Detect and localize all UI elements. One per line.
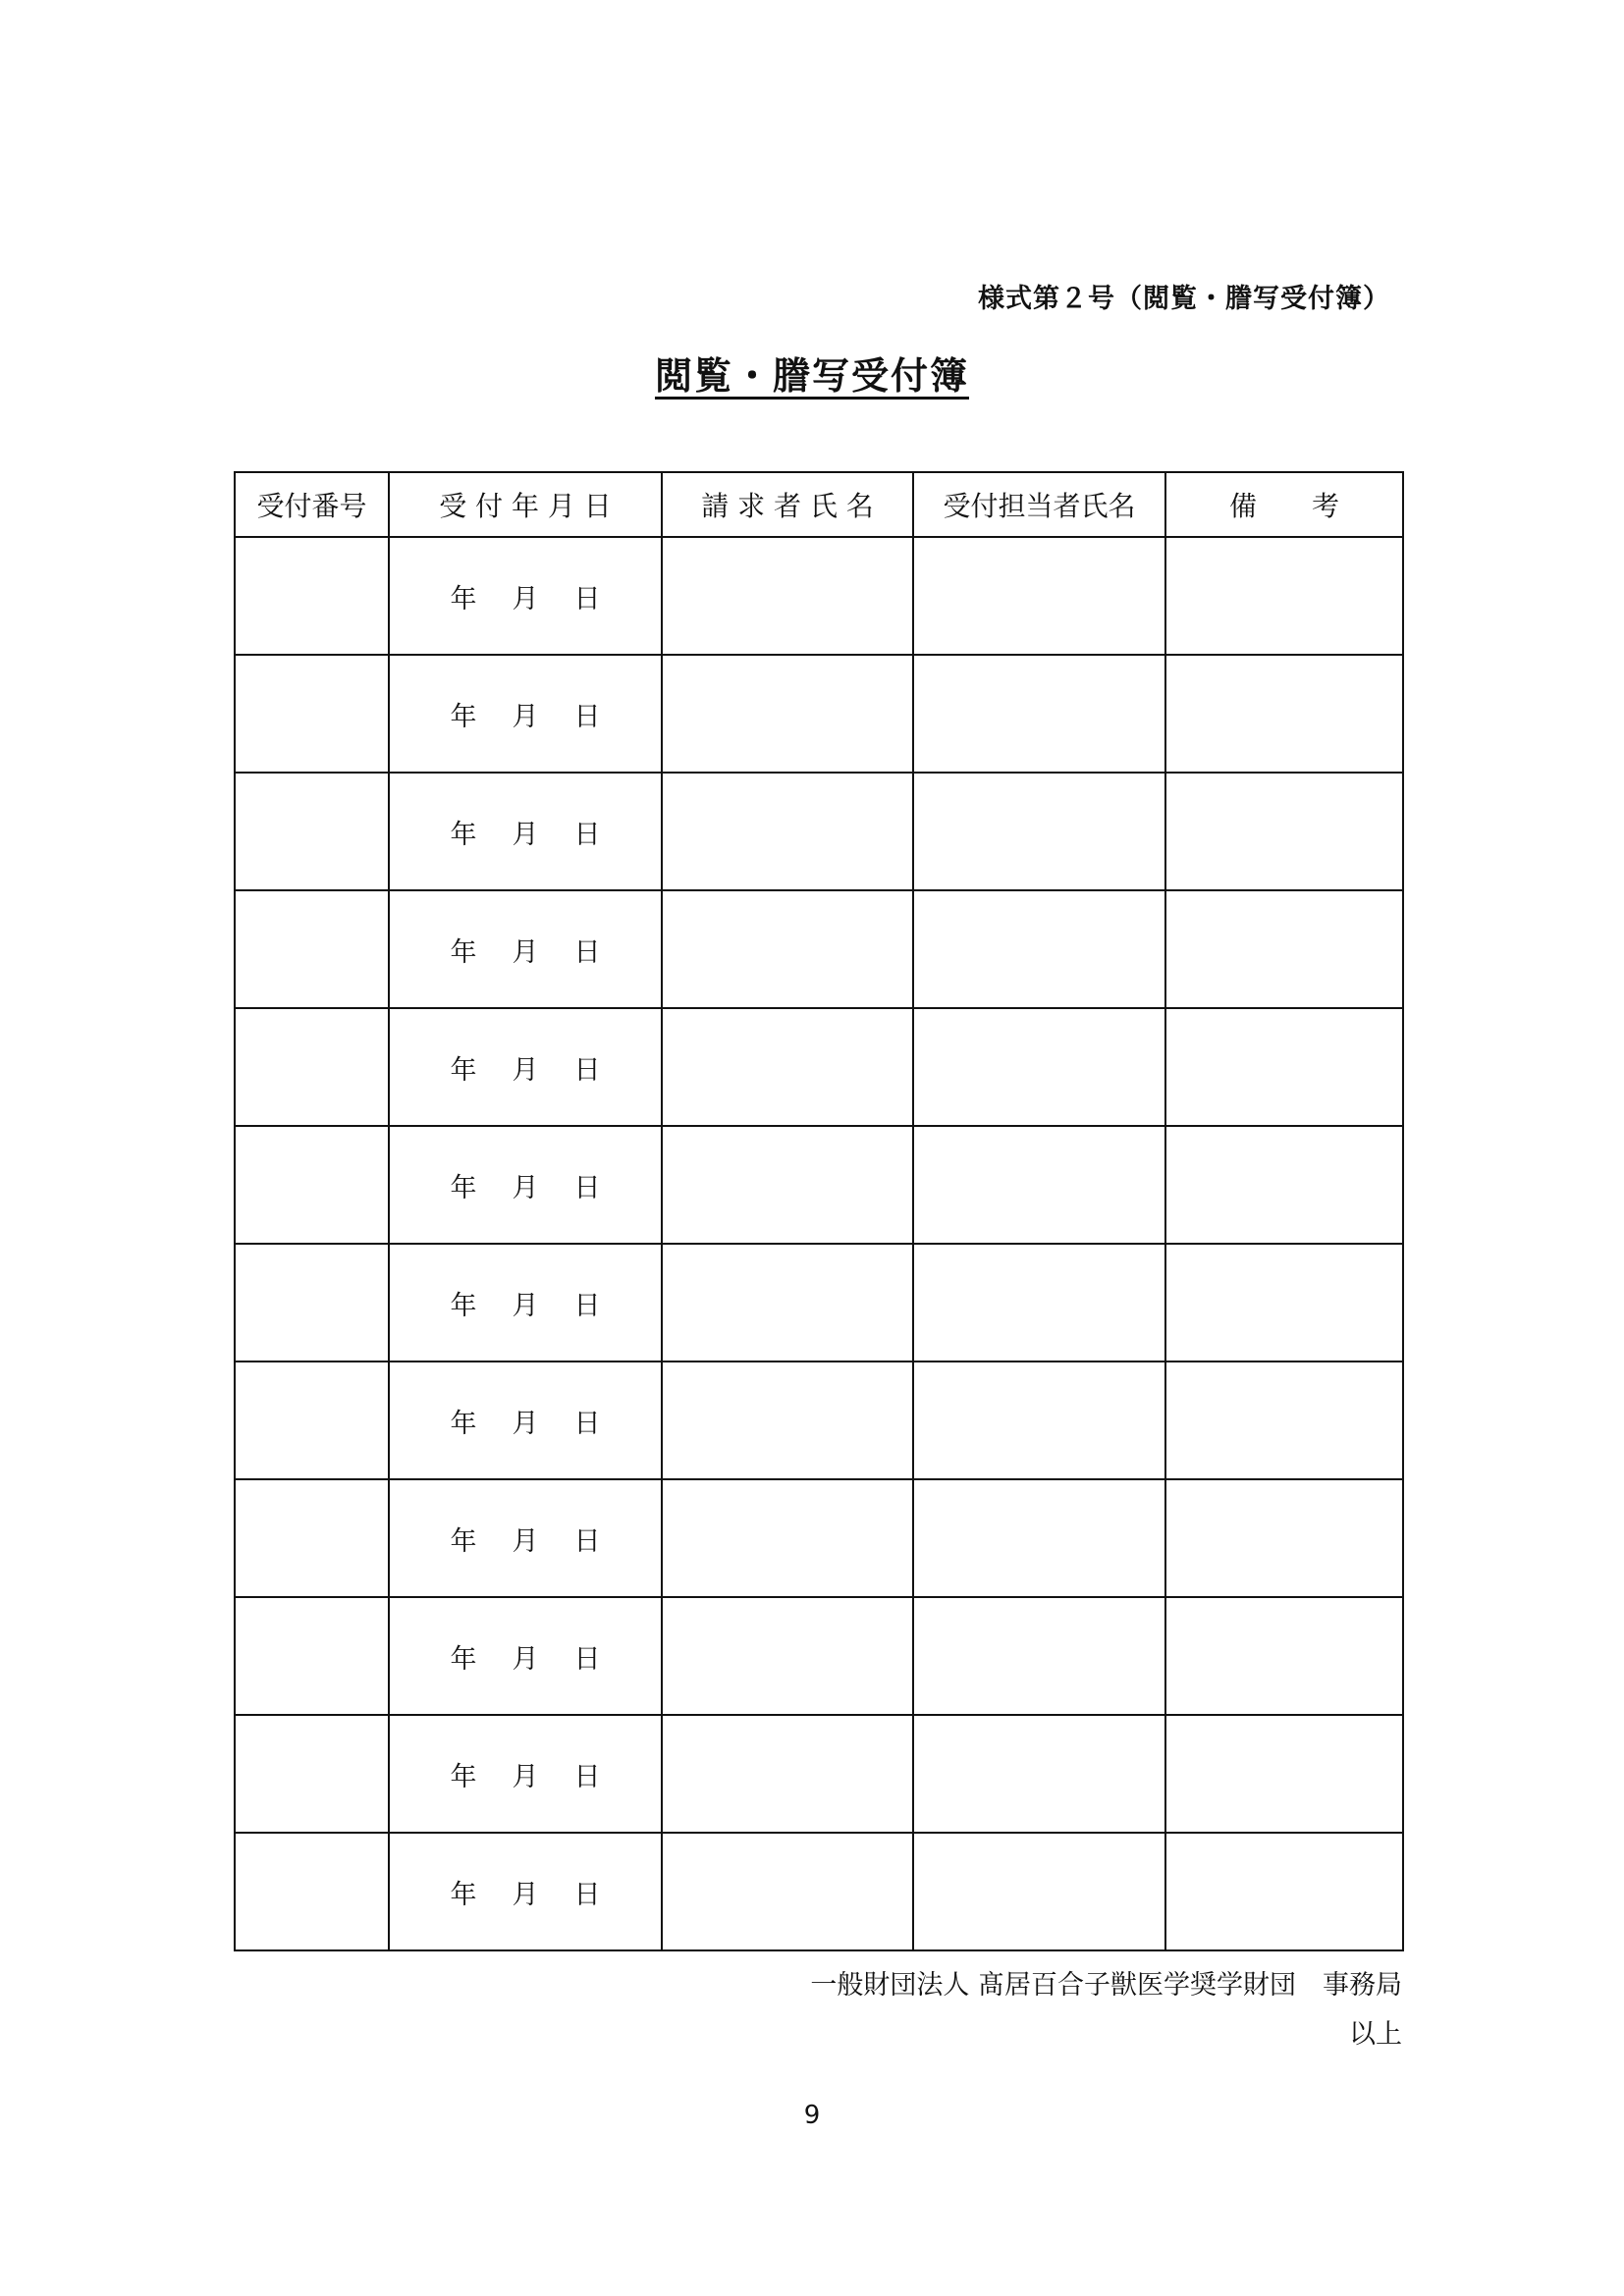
cell-remarks (1165, 890, 1403, 1008)
header-remarks: 備 考 (1165, 472, 1403, 537)
table-row (235, 1244, 1403, 1362)
header-requester-name: 請 求 者 氏 名 (662, 472, 913, 537)
cell-reception-number (235, 1479, 389, 1597)
cell-reception-date (389, 1008, 662, 1126)
cell-reception-date (389, 1597, 662, 1715)
table-row (235, 1479, 1403, 1597)
cell-reception-number (235, 1244, 389, 1362)
cell-requester-name (662, 537, 913, 655)
date-unit-day: 日 (573, 1408, 601, 1439)
document-title (0, 346, 1624, 400)
date-unit-day: 日 (573, 1290, 601, 1321)
date-unit-month: 月 (512, 1290, 539, 1321)
date-unit-day: 日 (573, 936, 601, 968)
cell-staff-name (913, 537, 1165, 655)
table-row (235, 1715, 1403, 1833)
cell-requester-name (662, 1126, 913, 1244)
table-row (235, 1008, 1403, 1126)
page-number: 9 (803, 2101, 821, 2130)
date-unit-year: 年 (450, 583, 477, 614)
date-unit-month: 月 (512, 1879, 539, 1910)
cell-remarks (1165, 1715, 1403, 1833)
cell-reception-number (235, 1008, 389, 1126)
cell-reception-date (389, 537, 662, 655)
cell-requester-name (662, 1715, 913, 1833)
date-unit-month: 月 (512, 1643, 539, 1675)
cell-staff-name (913, 1244, 1165, 1362)
cell-reception-date (389, 1479, 662, 1597)
cell-remarks (1165, 1597, 1403, 1715)
date-unit-year: 年 (450, 701, 477, 732)
cell-remarks (1165, 537, 1403, 655)
cell-remarks (1165, 655, 1403, 773)
cell-reception-date (389, 773, 662, 890)
form-number-label: 様式第２号（閲覧・謄写受付簿） (978, 284, 1390, 314)
cell-reception-number (235, 655, 389, 773)
cell-reception-date (389, 655, 662, 773)
cell-requester-name (662, 773, 913, 890)
cell-staff-name (913, 1362, 1165, 1479)
cell-reception-number (235, 1597, 389, 1715)
document-title-text: 閲覧・謄写受付簿 (654, 354, 969, 398)
cell-requester-name (662, 655, 913, 773)
cell-reception-date (389, 1715, 662, 1833)
date-unit-day: 日 (573, 1172, 601, 1203)
cell-requester-name (662, 1597, 913, 1715)
cell-remarks (1165, 1244, 1403, 1362)
cell-staff-name (913, 1008, 1165, 1126)
cell-reception-number (235, 1126, 389, 1244)
cell-requester-name (662, 1362, 913, 1479)
cell-remarks (1165, 1008, 1403, 1126)
table-row (235, 537, 1403, 655)
date-unit-year: 年 (450, 1172, 477, 1203)
cell-remarks (1165, 773, 1403, 890)
date-unit-day: 日 (573, 819, 601, 850)
table-row (235, 1597, 1403, 1715)
date-unit-month: 月 (512, 1054, 539, 1086)
date-unit-year: 年 (450, 1643, 477, 1675)
date-unit-year: 年 (450, 1879, 477, 1910)
table-row (235, 1362, 1403, 1479)
date-unit-month: 月 (512, 819, 539, 850)
table-row (235, 1126, 1403, 1244)
date-unit-year: 年 (450, 1054, 477, 1086)
date-unit-month: 月 (512, 1525, 539, 1557)
footer-closing: 以上 (1349, 2019, 1402, 2050)
cell-staff-name (913, 655, 1165, 773)
date-unit-month: 月 (512, 701, 539, 732)
date-unit-year: 年 (450, 1761, 477, 1792)
header-staff-name: 受付担当者氏名 (913, 472, 1165, 537)
date-unit-day: 日 (573, 1525, 601, 1557)
cell-staff-name (913, 1597, 1165, 1715)
header-reception-date: 受 付 年 月 日 (389, 472, 662, 537)
cell-staff-name (913, 1833, 1165, 1950)
cell-reception-number (235, 1715, 389, 1833)
cell-reception-date (389, 890, 662, 1008)
cell-staff-name (913, 1126, 1165, 1244)
date-unit-day: 日 (573, 1643, 601, 1675)
cell-staff-name (913, 1479, 1165, 1597)
cell-reception-number (235, 773, 389, 890)
cell-remarks (1165, 1126, 1403, 1244)
cell-requester-name (662, 1833, 913, 1950)
table-row (235, 773, 1403, 890)
footer-organization: 一般財団法人 髙居百合子獣医学奨学財団 事務局 (810, 1970, 1402, 2001)
cell-remarks (1165, 1479, 1403, 1597)
cell-reception-date (389, 1833, 662, 1950)
table-body (235, 537, 1403, 1950)
date-unit-month: 月 (512, 583, 539, 614)
cell-staff-name (913, 773, 1165, 890)
date-unit-day: 日 (573, 701, 601, 732)
header-reception-number: 受付番号 (235, 472, 389, 537)
date-unit-day: 日 (573, 583, 601, 614)
cell-requester-name (662, 1244, 913, 1362)
date-unit-month: 月 (512, 936, 539, 968)
date-unit-year: 年 (450, 936, 477, 968)
table-row (235, 890, 1403, 1008)
date-unit-year: 年 (450, 1525, 477, 1557)
date-unit-year: 年 (450, 1290, 477, 1321)
date-unit-month: 月 (512, 1761, 539, 1792)
cell-remarks (1165, 1833, 1403, 1950)
table-row (235, 655, 1403, 773)
cell-reception-date (389, 1126, 662, 1244)
date-unit-year: 年 (450, 1408, 477, 1439)
date-unit-day: 日 (573, 1879, 601, 1910)
date-unit-year: 年 (450, 819, 477, 850)
cell-reception-date (389, 1362, 662, 1479)
cell-requester-name (662, 890, 913, 1008)
cell-reception-number (235, 1833, 389, 1950)
cell-reception-number (235, 537, 389, 655)
date-unit-day: 日 (573, 1054, 601, 1086)
cell-reception-date (389, 1244, 662, 1362)
date-unit-day: 日 (573, 1761, 601, 1792)
cell-reception-number (235, 1362, 389, 1479)
cell-requester-name (662, 1479, 913, 1597)
table-row (235, 1833, 1403, 1950)
cell-remarks (1165, 1362, 1403, 1479)
reception-register-table (234, 471, 1404, 1951)
table-header-row (235, 472, 1403, 537)
cell-requester-name (662, 1008, 913, 1126)
cell-reception-number (235, 890, 389, 1008)
cell-staff-name (913, 1715, 1165, 1833)
cell-staff-name (913, 890, 1165, 1008)
date-unit-month: 月 (512, 1172, 539, 1203)
date-unit-month: 月 (512, 1408, 539, 1439)
